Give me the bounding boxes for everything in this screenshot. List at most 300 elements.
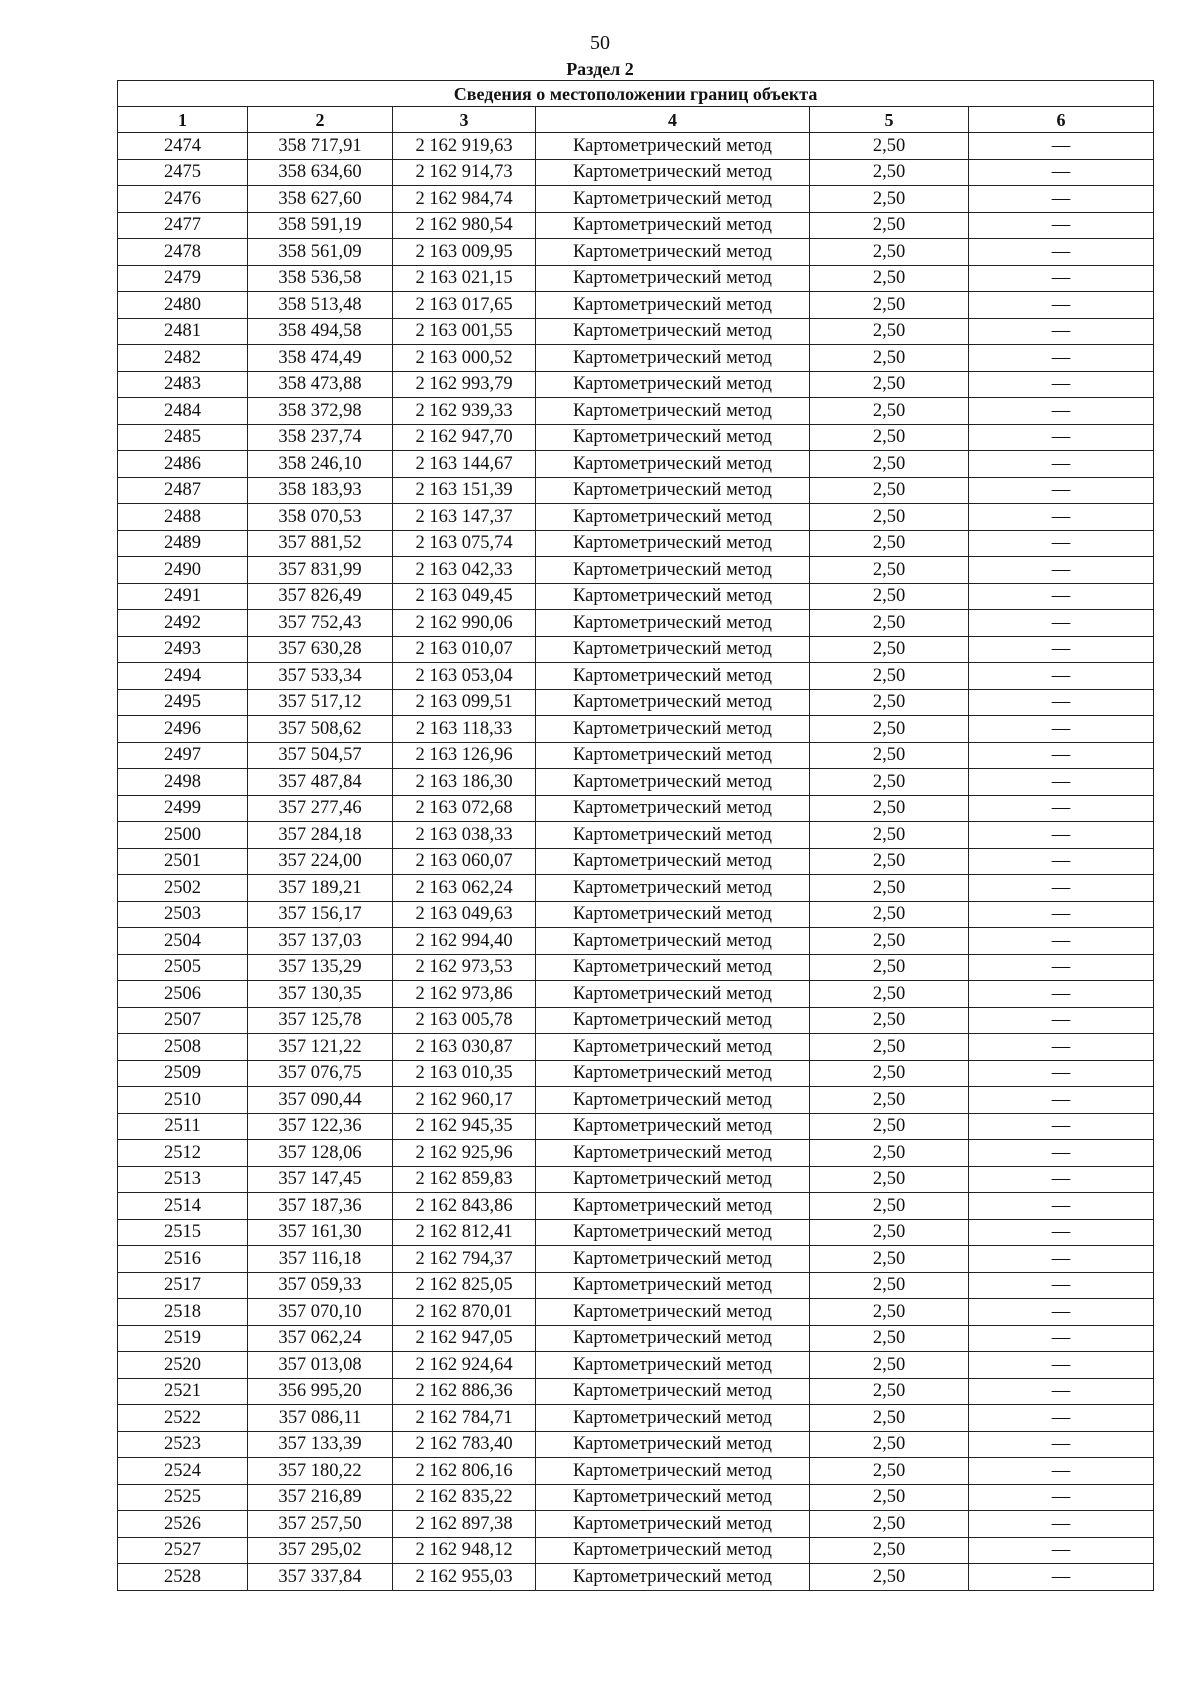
method-cell: Картометрический метод xyxy=(536,1140,810,1167)
method-cell: Картометрический метод xyxy=(536,1219,810,1246)
accuracy-cell: 2,50 xyxy=(810,822,969,849)
point-number-cell: 2501 xyxy=(118,848,248,875)
method-cell: Картометрический метод xyxy=(536,1564,810,1591)
point-number-cell: 2509 xyxy=(118,1060,248,1087)
note-cell: — xyxy=(969,1431,1154,1458)
point-number-cell: 2528 xyxy=(118,1564,248,1591)
method-cell: Картометрический метод xyxy=(536,1166,810,1193)
x-coordinate-cell: 357 059,33 xyxy=(248,1272,393,1299)
table-row xyxy=(118,1166,1154,1193)
x-coordinate-cell: 357 125,78 xyxy=(248,1007,393,1034)
table-row xyxy=(118,928,1154,955)
table-row xyxy=(118,663,1154,690)
method-cell: Картометрический метод xyxy=(536,1246,810,1273)
method-cell: Картометрический метод xyxy=(536,1087,810,1114)
y-coordinate-cell: 2 162 843,86 xyxy=(393,1193,536,1220)
method-cell: Картометрический метод xyxy=(536,504,810,531)
y-coordinate-cell: 2 163 126,96 xyxy=(393,742,536,769)
method-cell: Картометрический метод xyxy=(536,477,810,504)
table-row xyxy=(118,1219,1154,1246)
point-number-cell: 2476 xyxy=(118,186,248,213)
note-cell: — xyxy=(969,822,1154,849)
y-coordinate-cell: 2 163 001,55 xyxy=(393,318,536,345)
table-row xyxy=(118,265,1154,292)
method-cell: Картометрический метод xyxy=(536,1007,810,1034)
x-coordinate-cell: 358 591,19 xyxy=(248,212,393,239)
table-row xyxy=(118,212,1154,239)
point-number-cell: 2515 xyxy=(118,1219,248,1246)
note-cell: — xyxy=(969,610,1154,637)
y-coordinate-cell: 2 162 990,06 xyxy=(393,610,536,637)
y-coordinate-cell: 2 162 859,83 xyxy=(393,1166,536,1193)
x-coordinate-cell: 358 494,58 xyxy=(248,318,393,345)
x-coordinate-cell: 357 128,06 xyxy=(248,1140,393,1167)
note-cell: — xyxy=(969,1484,1154,1511)
y-coordinate-cell: 2 162 806,16 xyxy=(393,1458,536,1485)
accuracy-cell: 2,50 xyxy=(810,557,969,584)
accuracy-cell: 2,50 xyxy=(810,239,969,266)
accuracy-cell: 2,50 xyxy=(810,716,969,743)
x-coordinate-cell: 357 831,99 xyxy=(248,557,393,584)
method-cell: Картометрический метод xyxy=(536,1458,810,1485)
note-cell: — xyxy=(969,371,1154,398)
accuracy-cell: 2,50 xyxy=(810,848,969,875)
method-cell: Картометрический метод xyxy=(536,610,810,637)
method-cell: Картометрический метод xyxy=(536,822,810,849)
table-row xyxy=(118,159,1154,186)
x-coordinate-cell: 357 070,10 xyxy=(248,1299,393,1326)
x-coordinate-cell: 356 995,20 xyxy=(248,1378,393,1405)
x-coordinate-cell: 357 337,84 xyxy=(248,1564,393,1591)
note-cell: — xyxy=(969,1113,1154,1140)
point-number-cell: 2479 xyxy=(118,265,248,292)
table-row xyxy=(118,371,1154,398)
point-number-cell: 2494 xyxy=(118,663,248,690)
note-cell: — xyxy=(969,1060,1154,1087)
table-row xyxy=(118,1299,1154,1326)
y-coordinate-cell: 2 163 000,52 xyxy=(393,345,536,372)
x-coordinate-cell: 357 122,36 xyxy=(248,1113,393,1140)
note-cell: — xyxy=(969,1166,1154,1193)
note-cell: — xyxy=(969,663,1154,690)
table-row xyxy=(118,451,1154,478)
table-row xyxy=(118,318,1154,345)
table-row xyxy=(118,424,1154,451)
accuracy-cell: 2,50 xyxy=(810,1299,969,1326)
method-cell: Картометрический метод xyxy=(536,1325,810,1352)
note-cell: — xyxy=(969,875,1154,902)
x-coordinate-cell: 357 156,17 xyxy=(248,901,393,928)
y-coordinate-cell: 2 163 010,35 xyxy=(393,1060,536,1087)
method-cell: Картометрический метод xyxy=(536,186,810,213)
y-coordinate-cell: 2 162 984,74 xyxy=(393,186,536,213)
x-coordinate-cell: 358 561,09 xyxy=(248,239,393,266)
x-coordinate-cell: 357 504,57 xyxy=(248,742,393,769)
x-coordinate-cell: 357 224,00 xyxy=(248,848,393,875)
accuracy-cell: 2,50 xyxy=(810,345,969,372)
accuracy-cell: 2,50 xyxy=(810,1166,969,1193)
accuracy-cell: 2,50 xyxy=(810,292,969,319)
y-coordinate-cell: 2 163 147,37 xyxy=(393,504,536,531)
note-cell: — xyxy=(969,265,1154,292)
table-row xyxy=(118,954,1154,981)
accuracy-cell: 2,50 xyxy=(810,769,969,796)
page-number: 50 xyxy=(590,32,610,54)
accuracy-cell: 2,50 xyxy=(810,424,969,451)
method-cell: Картометрический метод xyxy=(536,292,810,319)
point-number-cell: 2524 xyxy=(118,1458,248,1485)
accuracy-cell: 2,50 xyxy=(810,1272,969,1299)
accuracy-cell: 2,50 xyxy=(810,398,969,425)
point-number-cell: 2513 xyxy=(118,1166,248,1193)
method-cell: Картометрический метод xyxy=(536,583,810,610)
x-coordinate-cell: 358 246,10 xyxy=(248,451,393,478)
note-cell: — xyxy=(969,928,1154,955)
table-row xyxy=(118,901,1154,928)
table-row xyxy=(118,1431,1154,1458)
point-number-cell: 2523 xyxy=(118,1431,248,1458)
note-cell: — xyxy=(969,186,1154,213)
y-coordinate-cell: 2 163 144,67 xyxy=(393,451,536,478)
y-coordinate-cell: 2 162 919,63 xyxy=(393,133,536,160)
method-cell: Картометрический метод xyxy=(536,716,810,743)
table-row xyxy=(118,1511,1154,1538)
note-cell: — xyxy=(969,769,1154,796)
accuracy-cell: 2,50 xyxy=(810,1060,969,1087)
column-number-row xyxy=(118,107,1154,133)
table-caption-row xyxy=(118,81,1154,107)
table-row xyxy=(118,345,1154,372)
note-cell: — xyxy=(969,1378,1154,1405)
note-cell: — xyxy=(969,504,1154,531)
note-cell: — xyxy=(969,1299,1154,1326)
x-coordinate-cell: 357 517,12 xyxy=(248,689,393,716)
x-coordinate-cell: 357 090,44 xyxy=(248,1087,393,1114)
x-coordinate-cell: 357 630,28 xyxy=(248,636,393,663)
point-number-cell: 2520 xyxy=(118,1352,248,1379)
x-coordinate-cell: 358 237,74 xyxy=(248,424,393,451)
note-cell: — xyxy=(969,901,1154,928)
point-number-cell: 2498 xyxy=(118,769,248,796)
x-coordinate-cell: 357 013,08 xyxy=(248,1352,393,1379)
note-cell: — xyxy=(969,451,1154,478)
table-row xyxy=(118,1484,1154,1511)
y-coordinate-cell: 2 163 049,45 xyxy=(393,583,536,610)
accuracy-cell: 2,50 xyxy=(810,1405,969,1432)
table-row xyxy=(118,1113,1154,1140)
method-cell: Картометрический метод xyxy=(536,663,810,690)
method-cell: Картометрический метод xyxy=(536,1113,810,1140)
y-coordinate-cell: 2 162 980,54 xyxy=(393,212,536,239)
column-number: 1 xyxy=(118,107,248,133)
point-number-cell: 2496 xyxy=(118,716,248,743)
x-coordinate-cell: 358 372,98 xyxy=(248,398,393,425)
note-cell: — xyxy=(969,742,1154,769)
y-coordinate-cell: 2 162 914,73 xyxy=(393,159,536,186)
table-row xyxy=(118,398,1154,425)
method-cell: Картометрический метод xyxy=(536,265,810,292)
method-cell: Картометрический метод xyxy=(536,133,810,160)
x-coordinate-cell: 358 070,53 xyxy=(248,504,393,531)
x-coordinate-cell: 358 473,88 xyxy=(248,371,393,398)
table-row xyxy=(118,716,1154,743)
accuracy-cell: 2,50 xyxy=(810,954,969,981)
y-coordinate-cell: 2 162 835,22 xyxy=(393,1484,536,1511)
note-cell: — xyxy=(969,159,1154,186)
point-number-cell: 2480 xyxy=(118,292,248,319)
method-cell: Картометрический метод xyxy=(536,345,810,372)
accuracy-cell: 2,50 xyxy=(810,530,969,557)
x-coordinate-cell: 357 189,21 xyxy=(248,875,393,902)
method-cell: Картометрический метод xyxy=(536,1060,810,1087)
table-row xyxy=(118,477,1154,504)
accuracy-cell: 2,50 xyxy=(810,186,969,213)
table-row xyxy=(118,186,1154,213)
y-coordinate-cell: 2 162 825,05 xyxy=(393,1272,536,1299)
point-number-cell: 2503 xyxy=(118,901,248,928)
note-cell: — xyxy=(969,1272,1154,1299)
y-coordinate-cell: 2 162 812,41 xyxy=(393,1219,536,1246)
note-cell: — xyxy=(969,1087,1154,1114)
y-coordinate-cell: 2 162 794,37 xyxy=(393,1246,536,1273)
table-row xyxy=(118,292,1154,319)
accuracy-cell: 2,50 xyxy=(810,928,969,955)
table-row xyxy=(118,795,1154,822)
y-coordinate-cell: 2 162 955,03 xyxy=(393,1564,536,1591)
note-cell: — xyxy=(969,981,1154,1008)
note-cell: — xyxy=(969,530,1154,557)
point-number-cell: 2507 xyxy=(118,1007,248,1034)
method-cell: Картометрический метод xyxy=(536,901,810,928)
accuracy-cell: 2,50 xyxy=(810,265,969,292)
accuracy-cell: 2,50 xyxy=(810,1034,969,1061)
point-number-cell: 2482 xyxy=(118,345,248,372)
x-coordinate-cell: 357 284,18 xyxy=(248,822,393,849)
y-coordinate-cell: 2 162 973,53 xyxy=(393,954,536,981)
boundary-coordinates-table xyxy=(117,80,1154,1591)
note-cell: — xyxy=(969,1458,1154,1485)
table-row xyxy=(118,1087,1154,1114)
x-coordinate-cell: 357 277,46 xyxy=(248,795,393,822)
accuracy-cell: 2,50 xyxy=(810,133,969,160)
x-coordinate-cell: 358 474,49 xyxy=(248,345,393,372)
method-cell: Картометрический метод xyxy=(536,1405,810,1432)
note-cell: — xyxy=(969,212,1154,239)
method-cell: Картометрический метод xyxy=(536,212,810,239)
y-coordinate-cell: 2 162 897,38 xyxy=(393,1511,536,1538)
accuracy-cell: 2,50 xyxy=(810,1193,969,1220)
table-row xyxy=(118,583,1154,610)
x-coordinate-cell: 357 752,43 xyxy=(248,610,393,637)
point-number-cell: 2490 xyxy=(118,557,248,584)
table-row xyxy=(118,239,1154,266)
method-cell: Картометрический метод xyxy=(536,1299,810,1326)
note-cell: — xyxy=(969,1246,1154,1273)
note-cell: — xyxy=(969,239,1154,266)
y-coordinate-cell: 2 163 062,24 xyxy=(393,875,536,902)
point-number-cell: 2492 xyxy=(118,610,248,637)
method-cell: Картометрический метод xyxy=(536,981,810,1008)
accuracy-cell: 2,50 xyxy=(810,1511,969,1538)
y-coordinate-cell: 2 162 994,40 xyxy=(393,928,536,955)
point-number-cell: 2517 xyxy=(118,1272,248,1299)
y-coordinate-cell: 2 163 005,78 xyxy=(393,1007,536,1034)
point-number-cell: 2484 xyxy=(118,398,248,425)
y-coordinate-cell: 2 162 886,36 xyxy=(393,1378,536,1405)
table-row xyxy=(118,1537,1154,1564)
note-cell: — xyxy=(969,133,1154,160)
y-coordinate-cell: 2 162 939,33 xyxy=(393,398,536,425)
table-body xyxy=(118,133,1154,1591)
point-number-cell: 2500 xyxy=(118,822,248,849)
table-row xyxy=(118,742,1154,769)
point-number-cell: 2483 xyxy=(118,371,248,398)
point-number-cell: 2475 xyxy=(118,159,248,186)
method-cell: Картометрический метод xyxy=(536,795,810,822)
x-coordinate-cell: 358 717,91 xyxy=(248,133,393,160)
x-coordinate-cell: 357 187,36 xyxy=(248,1193,393,1220)
point-number-cell: 2481 xyxy=(118,318,248,345)
method-cell: Картометрический метод xyxy=(536,769,810,796)
method-cell: Картометрический метод xyxy=(536,1484,810,1511)
accuracy-cell: 2,50 xyxy=(810,663,969,690)
y-coordinate-cell: 2 162 945,35 xyxy=(393,1113,536,1140)
point-number-cell: 2499 xyxy=(118,795,248,822)
table-row xyxy=(118,1193,1154,1220)
accuracy-cell: 2,50 xyxy=(810,1246,969,1273)
method-cell: Картометрический метод xyxy=(536,318,810,345)
accuracy-cell: 2,50 xyxy=(810,1564,969,1591)
x-coordinate-cell: 357 257,50 xyxy=(248,1511,393,1538)
x-coordinate-cell: 357 216,89 xyxy=(248,1484,393,1511)
note-cell: — xyxy=(969,848,1154,875)
accuracy-cell: 2,50 xyxy=(810,1352,969,1379)
y-coordinate-cell: 2 163 099,51 xyxy=(393,689,536,716)
x-coordinate-cell: 357 295,02 xyxy=(248,1537,393,1564)
point-number-cell: 2522 xyxy=(118,1405,248,1432)
method-cell: Картометрический метод xyxy=(536,1431,810,1458)
accuracy-cell: 2,50 xyxy=(810,610,969,637)
x-coordinate-cell: 357 130,35 xyxy=(248,981,393,1008)
note-cell: — xyxy=(969,716,1154,743)
y-coordinate-cell: 2 163 010,07 xyxy=(393,636,536,663)
table-row xyxy=(118,1060,1154,1087)
y-coordinate-cell: 2 163 017,65 xyxy=(393,292,536,319)
method-cell: Картометрический метод xyxy=(536,1352,810,1379)
y-coordinate-cell: 2 162 870,01 xyxy=(393,1299,536,1326)
y-coordinate-cell: 2 162 993,79 xyxy=(393,371,536,398)
column-number: 4 xyxy=(536,107,810,133)
x-coordinate-cell: 357 826,49 xyxy=(248,583,393,610)
y-coordinate-cell: 2 163 038,33 xyxy=(393,822,536,849)
accuracy-cell: 2,50 xyxy=(810,1537,969,1564)
x-coordinate-cell: 358 627,60 xyxy=(248,186,393,213)
table-row xyxy=(118,133,1154,160)
table-row xyxy=(118,1246,1154,1273)
point-number-cell: 2511 xyxy=(118,1113,248,1140)
method-cell: Картометрический метод xyxy=(536,1193,810,1220)
note-cell: — xyxy=(969,1352,1154,1379)
method-cell: Картометрический метод xyxy=(536,159,810,186)
note-cell: — xyxy=(969,1537,1154,1564)
note-cell: — xyxy=(969,583,1154,610)
y-coordinate-cell: 2 162 948,12 xyxy=(393,1537,536,1564)
note-cell: — xyxy=(969,1193,1154,1220)
accuracy-cell: 2,50 xyxy=(810,981,969,1008)
x-coordinate-cell: 357 533,34 xyxy=(248,663,393,690)
table-row xyxy=(118,530,1154,557)
point-number-cell: 2519 xyxy=(118,1325,248,1352)
x-coordinate-cell: 358 183,93 xyxy=(248,477,393,504)
accuracy-cell: 2,50 xyxy=(810,1484,969,1511)
accuracy-cell: 2,50 xyxy=(810,636,969,663)
method-cell: Картометрический метод xyxy=(536,875,810,902)
method-cell: Картометрический метод xyxy=(536,451,810,478)
point-number-cell: 2516 xyxy=(118,1246,248,1273)
note-cell: — xyxy=(969,1325,1154,1352)
note-cell: — xyxy=(969,477,1154,504)
note-cell: — xyxy=(969,1564,1154,1591)
note-cell: — xyxy=(969,1405,1154,1432)
point-number-cell: 2505 xyxy=(118,954,248,981)
accuracy-cell: 2,50 xyxy=(810,795,969,822)
accuracy-cell: 2,50 xyxy=(810,212,969,239)
y-coordinate-cell: 2 162 947,70 xyxy=(393,424,536,451)
x-coordinate-cell: 357 062,24 xyxy=(248,1325,393,1352)
accuracy-cell: 2,50 xyxy=(810,1219,969,1246)
method-cell: Картометрический метод xyxy=(536,1537,810,1564)
table-row xyxy=(118,504,1154,531)
method-cell: Картометрический метод xyxy=(536,239,810,266)
y-coordinate-cell: 2 162 925,96 xyxy=(393,1140,536,1167)
note-cell: — xyxy=(969,292,1154,319)
x-coordinate-cell: 357 121,22 xyxy=(248,1034,393,1061)
table-row xyxy=(118,1378,1154,1405)
note-cell: — xyxy=(969,1219,1154,1246)
method-cell: Картометрический метод xyxy=(536,530,810,557)
table-row xyxy=(118,875,1154,902)
point-number-cell: 2491 xyxy=(118,583,248,610)
x-coordinate-cell: 357 147,45 xyxy=(248,1166,393,1193)
method-cell: Картометрический метод xyxy=(536,848,810,875)
point-number-cell: 2506 xyxy=(118,981,248,1008)
table-row xyxy=(118,1352,1154,1379)
point-number-cell: 2514 xyxy=(118,1193,248,1220)
table-row xyxy=(118,636,1154,663)
point-number-cell: 2474 xyxy=(118,133,248,160)
point-number-cell: 2478 xyxy=(118,239,248,266)
column-number: 3 xyxy=(393,107,536,133)
y-coordinate-cell: 2 162 783,40 xyxy=(393,1431,536,1458)
x-coordinate-cell: 358 513,48 xyxy=(248,292,393,319)
point-number-cell: 2489 xyxy=(118,530,248,557)
note-cell: — xyxy=(969,318,1154,345)
accuracy-cell: 2,50 xyxy=(810,504,969,531)
point-number-cell: 2487 xyxy=(118,477,248,504)
point-number-cell: 2527 xyxy=(118,1537,248,1564)
point-number-cell: 2497 xyxy=(118,742,248,769)
point-number-cell: 2502 xyxy=(118,875,248,902)
accuracy-cell: 2,50 xyxy=(810,318,969,345)
x-coordinate-cell: 357 508,62 xyxy=(248,716,393,743)
note-cell: — xyxy=(969,1007,1154,1034)
method-cell: Картометрический метод xyxy=(536,742,810,769)
table-row xyxy=(118,822,1154,849)
method-cell: Картометрический метод xyxy=(536,1034,810,1061)
y-coordinate-cell: 2 163 186,30 xyxy=(393,769,536,796)
method-cell: Картометрический метод xyxy=(536,636,810,663)
method-cell: Картометрический метод xyxy=(536,928,810,955)
